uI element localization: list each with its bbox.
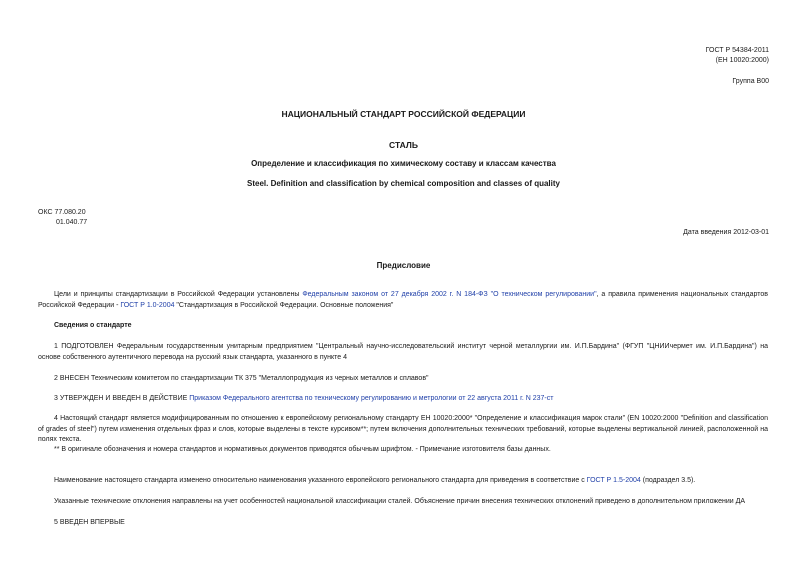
rename-text-a: Наименование настоящего стандарта изменено относительно наименования указанного европейского регионального стандарта для приведения в соответствие с: [54, 477, 587, 484]
rename-paragraph: [38, 476, 768, 487]
info-item-3: [38, 394, 768, 405]
gost-r-1-5-link[interactable]: ГОСТ Р 1.5-2004: [586, 477, 641, 484]
rename-text-b: (подраздел 3.5).: [640, 477, 696, 484]
document-header: [706, 46, 769, 66]
info-item-4: 4 Настоящий стандарт является модифицированным по отношению к европейскому региональному стандарту ЕН 10020:2000* "Определение и классификация марок стали" (EN 10020:2000 "Definition and classification of grades of steel") путем изменения отдельных фраз и слов, которые выделены в тексте курсивом**; путем включения дополнительных технических требований, которые выделены вертикальной линией, расположенной на полях текста.: [38, 415, 768, 443]
info-item-2: 2 ВНЕСЕН Техническим комитетом по стандартизации ТК 375 "Металлопродукция из черных металлов и сплавов": [54, 375, 429, 382]
intro-date: Дата введения 2012-03-01: [683, 229, 769, 236]
oks-code-2: 01.040.77: [56, 219, 88, 226]
info-item-3-text: 3 УТВЕРЖДЕН И ВВЕДЕН В ДЕЙСТВИЕ: [54, 395, 190, 402]
foreword-text-b: , а правила применения национальных стандартов Российской Федерации -: [38, 291, 768, 309]
group-label: Группа В00: [732, 78, 769, 85]
gost-number: ГОСТ Р 54384-2011: [705, 47, 769, 54]
foreword-text-c: "Стандартизация в Российской Федерации. Основные положения": [174, 301, 394, 309]
national-standard-title: НАЦИОНАЛЬНЫЙ СТАНДАРТ РОССИЙСКОЙ ФЕДЕРАЦИИ: [281, 109, 526, 119]
rosstandart-order-link[interactable]: Приказом Федерального агентства по техническому регулированию и метрологии от 22 августа 2011 г. N 237-ст: [189, 395, 554, 402]
oks-code-1: ОКС 77.080.20: [38, 209, 86, 216]
en-number: (ЕН 10020:2000): [715, 57, 769, 64]
standard-info-heading: Сведения о стандарте: [54, 322, 132, 329]
foreword-paragraph: [38, 290, 768, 311]
deviations-paragraph: Указанные технические отклонения направлены на учет особенностей национальной классификации сталей. Объяснение причин внесения технических отклонений приведено в дополнительном приложении ДА: [54, 498, 746, 505]
footnote: ** В оригинале обозначения и номера стандартов и нормативных документов приводятся обычным шрифтом. - Примечание изготовителя базы данных.: [54, 446, 551, 453]
info-item-1: 1 ПОДГОТОВЛЕН Федеральным государственным унитарным предприятием "Центральный научно-исследовательский институт черной металлургии им. И.П.Бардина" (ФГУП "ЦНИИчермет им. И.П.Бардина") на основе собственного аутентичного перевода на русский язык стандарта, указанного в пункте 4: [38, 343, 768, 361]
foreword-text-a: Цели и принципы стандартизации в Российской Федерации установлены: [54, 291, 303, 298]
info-item-5: 5 ВВЕДЕН ВПЕРВЫЕ: [54, 519, 125, 526]
gost-r-1-0-link[interactable]: ГОСТ Р 1.0-2004: [120, 301, 175, 309]
foreword-heading: Предисловие: [376, 261, 431, 270]
federal-law-link[interactable]: Федеральным законом от 27 декабря 2002 г. N 184-ФЗ "О техническом регулировании": [302, 291, 597, 298]
subtitle-en: Steel. Definition and classification by chemical composition and classes of quality: [247, 179, 560, 188]
document-title: СТАЛЬ: [389, 140, 418, 150]
subtitle-ru: Определение и классификация по химическому составу и классам качества: [251, 159, 556, 168]
